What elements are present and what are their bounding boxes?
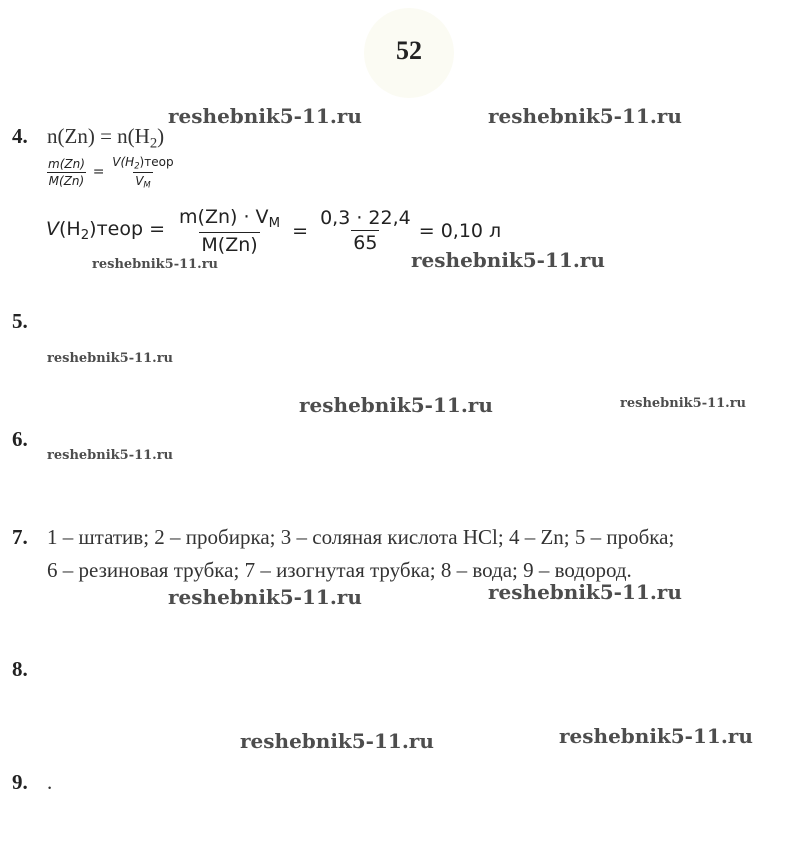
eq3-f1-num-sub: M [268, 215, 281, 231]
eq3-result: = 0,10 л [418, 219, 502, 242]
watermark: reshebnik5-11.ru [47, 448, 174, 463]
line-1-sub: 2 [149, 135, 158, 152]
eq3-f1-numerator [177, 206, 282, 232]
eq3-f2-denominator: 65 [353, 232, 378, 255]
watermark: reshebnik5-11.ru [168, 104, 362, 128]
eq2-rhs-num-sub: 2 [134, 160, 140, 171]
problem-4-line-1 [47, 124, 164, 152]
eq2-lhs-numerator: m(Zn) [48, 156, 85, 171]
watermark: reshebnik5-11.ru [411, 248, 605, 272]
page-number: 52 [396, 36, 422, 65]
problem-7-line-1: 1 – штатив; 2 – пробирка; 3 – соляная кислота HCl; 4 – Zn; 5 – пробка; [47, 525, 675, 549]
eq2-rhs-numerator [110, 155, 175, 172]
problem-7-line-2: 6 – резиновая трубка; 7 – изогнутая трубка; 8 – вода; 9 – водород. [47, 558, 632, 582]
eq3-f1-num-a: m(Zn) · V [179, 206, 269, 228]
problem-9-number: 9. [12, 770, 28, 794]
eq3-f1-denominator: M(Zn) [201, 233, 258, 256]
watermark: reshebnik5-11.ru [92, 257, 219, 272]
eq3-lhs-c: )теор = [89, 218, 165, 241]
eq2-rhs-num-a: V(H [112, 155, 135, 169]
eq2-rhs-den-sub: M [143, 179, 151, 190]
eq3-f2-numerator: 0,3 · 22,4 [320, 207, 411, 230]
eq3-lhs-a: V [46, 218, 59, 241]
watermark: reshebnik5-11.ru [559, 724, 753, 748]
problem-5-number: 5. [12, 309, 28, 333]
eq2-rhs-fraction [110, 155, 175, 189]
problem-8-number: 8. [12, 657, 28, 681]
eq2-rhs-den-a: V [135, 173, 144, 188]
watermark: reshebnik5-11.ru [620, 396, 747, 411]
problem-4-equation-2 [46, 155, 176, 189]
watermark: reshebnik5-11.ru [488, 104, 682, 128]
watermark: reshebnik5-11.ru [47, 351, 174, 366]
eq3-lhs-sub: 2 [80, 228, 90, 244]
line-1-left: n(Zn) = n(H [47, 124, 150, 148]
eq3-fraction-1 [177, 206, 282, 256]
problem-7-number: 7. [12, 525, 28, 549]
watermark: reshebnik5-11.ru [299, 393, 493, 417]
eq2-rhs-denominator [133, 172, 152, 190]
line-1-right: ) [157, 124, 165, 148]
watermark: reshebnik5-11.ru [240, 729, 434, 753]
watermark: reshebnik5-11.ru [488, 580, 682, 604]
problem-6-number: 6. [12, 427, 28, 451]
eq3-fraction-2 [318, 207, 413, 254]
watermark: reshebnik5-11.ru [168, 585, 362, 609]
problem-4-number: 4. [12, 124, 28, 148]
eq3-equals: = [292, 219, 309, 242]
eq2-rhs-num-b: )теор [139, 155, 174, 169]
eq2-lhs-denominator: M(Zn) [48, 173, 85, 188]
problem-9-text: . [47, 770, 53, 794]
eq3-lhs [46, 218, 165, 244]
eq2-equals: = [92, 163, 105, 180]
eq3-lhs-b: (H [59, 218, 81, 241]
eq2-lhs-fraction [46, 157, 87, 188]
